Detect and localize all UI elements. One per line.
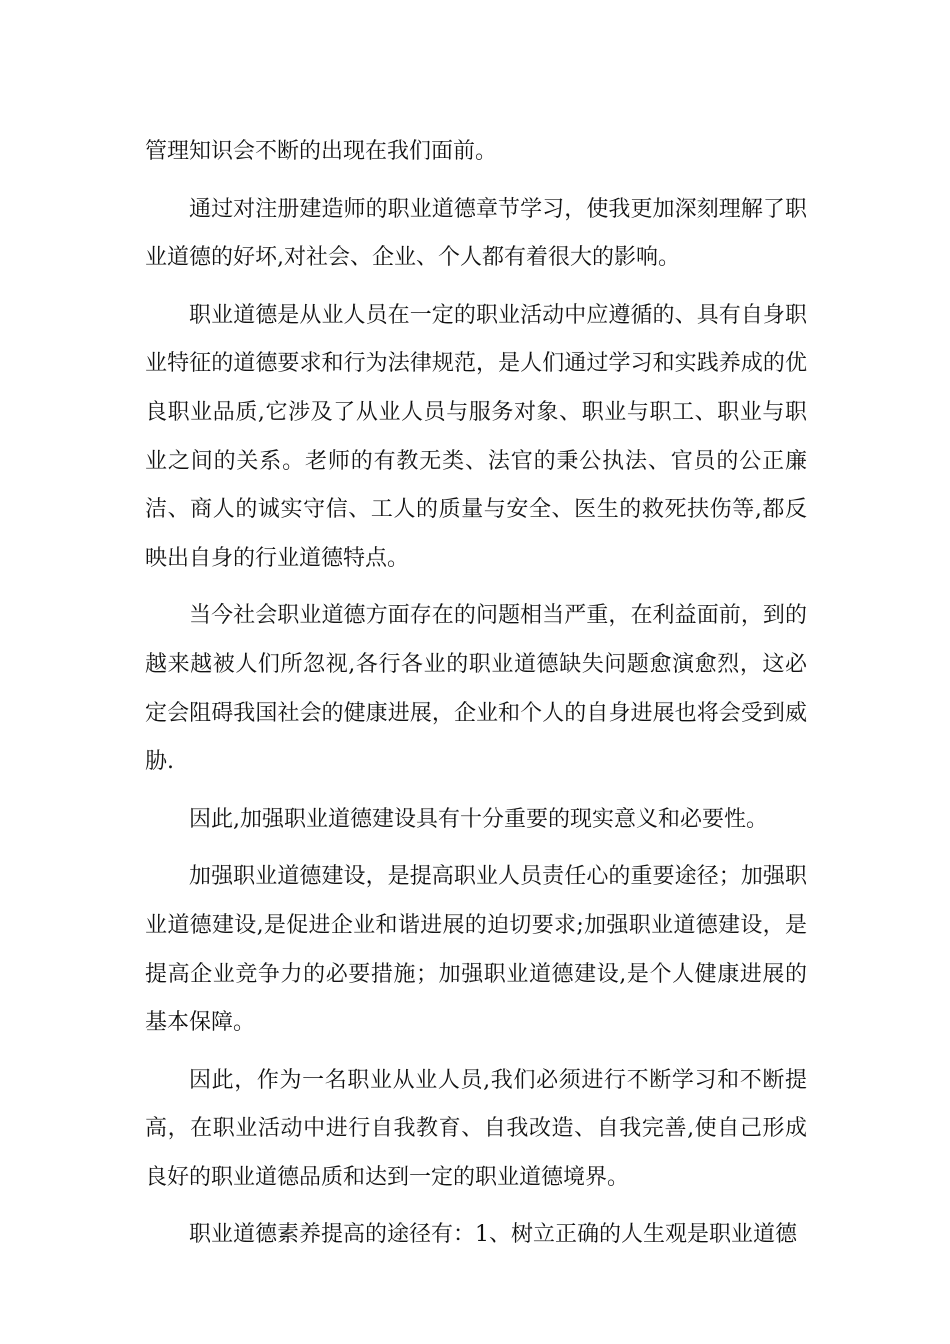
paragraph: 因此，作为一名职业从业人员,我们必须进行不断学习和不断提高，在职业活动中进行自我教育、自我改造、自我完善,使自己形成良好的职业道德品质和达到一定的职业道德境界。 bbox=[145, 1067, 807, 1190]
paragraph: 通过对注册建造师的职业道德章节学习，使我更加深刻理解了职业道德的好坏,对社会、企业、个人都有着很大的影响。 bbox=[145, 196, 807, 271]
document-body bbox=[145, 128, 807, 1260]
paragraph: 加强职业道德建设，是提高职业人员责任心的重要途径；加强职业道德建设,是促进企业和谐进展的迫切要求;加强职业道德建设，是提高企业竞争力的必要措施；加强职业道德建设,是个人健康进展的基本保障。 bbox=[145, 864, 807, 1036]
paragraph: 职业道德是从业人员在一定的职业活动中应遵循的、具有自身职业特征的道德要求和行为法律规范，是人们通过学习和实践养成的优良职业品质,它涉及了从业人员与服务对象、职业与职工、职业与职业之间的关系。老师的有教无类、法官的秉公执法、官员的公正廉洁、商人的诚实守信、工人的质量与安全、医生的救死扶伤等,都反映出自身的行业道德特点。 bbox=[145, 302, 807, 571]
paragraph: 因此,加强职业道德建设具有十分重要的现实意义和必要性。 bbox=[189, 806, 768, 832]
paragraph: 职业道德素养提高的途径有：1、树立正确的人生观是职业道德 bbox=[189, 1222, 797, 1248]
paragraph: 当今社会职业道德方面存在的问题相当严重，在利益面前，到的越来越被人们所忽视,各行各业的职业道德缺失问题愈演愈烈，这必定会阻碍我国社会的健康进展，企业和个人的自身进展也将会受到威胁. bbox=[145, 603, 807, 775]
paragraph-continuation: 管理知识会不断的出现在我们面前。 bbox=[145, 139, 498, 164]
